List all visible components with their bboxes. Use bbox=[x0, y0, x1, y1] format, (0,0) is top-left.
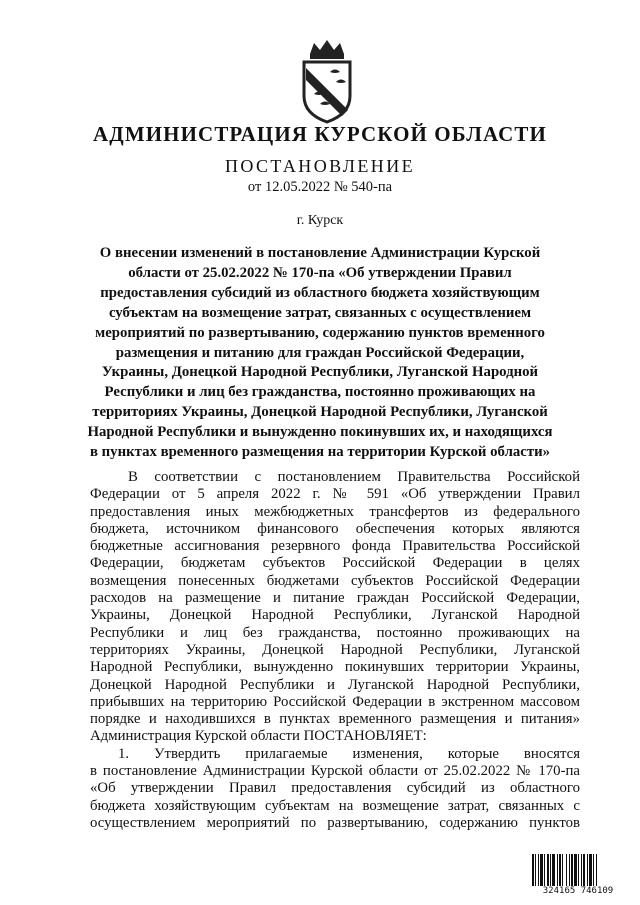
barcode-bar bbox=[538, 854, 539, 888]
body-line: В соответствии с постановлением Правительства Российской bbox=[128, 469, 580, 485]
barcode-bar bbox=[571, 854, 573, 888]
document-place: г. Курск bbox=[296, 213, 344, 228]
title-line: в пунктах временного размещения на территории Курской области» bbox=[89, 444, 551, 461]
barcode-bar bbox=[587, 854, 588, 888]
barcode bbox=[531, 854, 625, 896]
body-line: Администрация Курской области ПОСТАНОВЛЯЕТ: bbox=[90, 728, 427, 745]
barcode-bar bbox=[581, 854, 582, 888]
body-line: Федерации от 5 апреля 2022 г. № 591 «Об утверждении Правил bbox=[90, 486, 580, 503]
barcode-bar bbox=[596, 854, 597, 888]
body-line: в постановление Администрации Курской области от 25.02.2022 № 170-па bbox=[90, 763, 580, 780]
barcode-bar bbox=[578, 854, 579, 888]
barcode-bar bbox=[547, 854, 549, 888]
barcode-bar bbox=[559, 854, 561, 888]
body-line: осуществлением мероприятий по развертыванию, содержанию пунктов bbox=[90, 814, 580, 831]
barcode-bar bbox=[557, 854, 558, 888]
title-line: предоставления субсидий из областного бюджета хозяйствующим bbox=[100, 284, 540, 301]
title-line: субъектам на возмещение затрат, связанных с осуществлением bbox=[108, 304, 532, 321]
organization-name: АДМИНИСТРАЦИЯ КУРСКОЙ ОБЛАСТИ bbox=[93, 122, 547, 146]
barcode-bar bbox=[535, 854, 536, 888]
body-line: бюджета хозяйствующим субъектам на возмещение затрат, связанных с bbox=[90, 797, 580, 814]
body-line: Донецкой Народной Республики и Луганской Народной Республики, bbox=[90, 676, 580, 693]
barcode-number: 324165 746109 bbox=[531, 886, 625, 896]
barcode-bar bbox=[589, 854, 592, 888]
document-body bbox=[90, 469, 580, 832]
body-line: предоставления иных межбюджетных трансфертов из федерального bbox=[90, 503, 580, 520]
document-title bbox=[0, 244, 640, 463]
body-line: прибывших на территорию Российской Федерации в экстренном массовом bbox=[90, 693, 580, 710]
barcode-bar bbox=[532, 854, 534, 888]
barcode-bar bbox=[566, 854, 567, 888]
body-line: возмещения понесенных бюджетами субъектов Российской Федерации bbox=[90, 572, 580, 589]
body-line: бюджетные ассигнования резервного фонда Правительства Российской bbox=[90, 538, 580, 555]
barcode-bar bbox=[552, 854, 555, 888]
title-line: Республики и лиц без гражданства, постоянно проживающих на bbox=[104, 384, 536, 401]
body-line: порядке и находившихся в пунктах временного размещения и питания» bbox=[90, 711, 580, 728]
barcode-bar bbox=[562, 854, 563, 888]
body-line: Республики и лиц без гражданства, постоянно проживающих на bbox=[90, 624, 580, 641]
title-line: Украины, Донецкой Народной Республики, Луганской Народной bbox=[101, 364, 539, 381]
body-line: «Об утверждении Правил предоставления субсидий из областного bbox=[90, 780, 580, 797]
title-line: территориях Украины, Донецкой Народной Республики, Луганской bbox=[92, 404, 548, 421]
barcode-bar bbox=[583, 854, 585, 888]
body-line: 1. Утвердить прилагаемые изменения, которые вносятся bbox=[118, 745, 580, 762]
body-line: Федерации, бюджетам субъектов Российской Федерации в целях bbox=[90, 555, 580, 572]
barcode-bar bbox=[569, 854, 570, 888]
body-line: расходов на размещение и питание граждан Российской Федерации, bbox=[90, 590, 580, 607]
barcode-bar bbox=[593, 854, 594, 888]
body-line: бюджета, источником финансового обеспечения которых являются bbox=[90, 520, 580, 537]
kursk-coat-of-arms-icon bbox=[296, 38, 358, 124]
body-line: Народной Республики, вынужденно покинувших территории Украины, bbox=[90, 659, 580, 676]
barcode-bar bbox=[544, 854, 545, 888]
document-number-date: от 12.05.2022 № 540-па bbox=[247, 179, 393, 195]
title-line: О внесении изменений в постановление Администрации Курской bbox=[99, 245, 541, 261]
barcode-icon bbox=[531, 854, 625, 888]
barcode-bar bbox=[550, 854, 551, 888]
title-line: мероприятий по развертыванию, содержанию пунктов временного bbox=[95, 324, 545, 341]
body-line: Украины, Донецкой Народной Республики, Луганской Народной bbox=[90, 607, 580, 624]
document-type: ПОСТАНОВЛЕНИЕ bbox=[224, 156, 416, 176]
barcode-bar bbox=[540, 854, 543, 888]
title-line: размещения и питанию для граждан Российской Федерации, bbox=[115, 344, 525, 361]
body-line: территориях Украины, Донецкой Народной Республики, Луганской bbox=[90, 641, 580, 658]
title-line: области от 25.02.2022 № 170-па «Об утверждении Правил bbox=[128, 264, 512, 281]
title-line: Народной Республики и вынужденно покинувших их, и находящихся bbox=[87, 424, 553, 441]
barcode-bar bbox=[574, 854, 577, 888]
